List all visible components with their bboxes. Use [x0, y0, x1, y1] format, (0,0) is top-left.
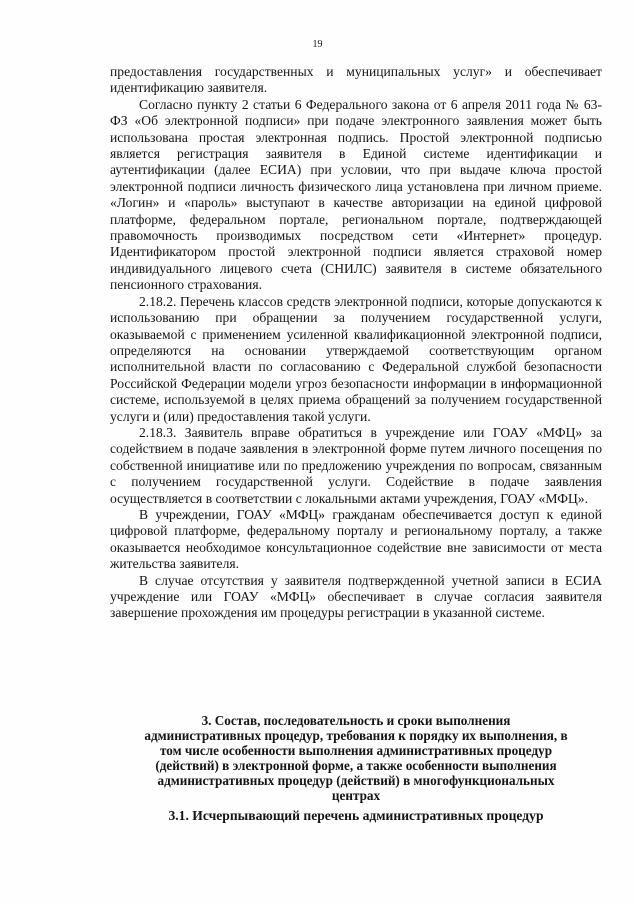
paragraph-esia-registration: В случае отсутствия у заявителя подтвержденной учетной записи в ЕСИА учреждение или ГОАУ «МФЦ» обеспечивает в случае согласия заявителя завершение прохождения им процедуры регистрации в указанной системе. [110, 572, 602, 621]
paragraph-2-18-2: 2.18.2. Перечень классов средств электронной подписи, которые допускаются к использованию при обращении за получением государственной услуги, оказываемой с применением усиленной квалификационной электронной подписи, определяются на основании утверждаемой соответствующим органом исполнительной власти по согласованию с Федеральной службой безопасности Российской Федерации модели угроз безопасности информации в информационной системе, используемой в целях приема обращений за получением государственной услуги и (или) предоставления такой услуги. [110, 293, 602, 424]
page-number: 19 [312, 39, 323, 50]
document-body [110, 64, 602, 622]
paragraph-2-18-3: 2.18.3. Заявитель вправе обратиться в учреждение или ГОАУ «МФЦ» за содействием в подаче заявления в электронной форме путем личного посещения по собственной инициативе или по предложению учреждения по вопросам, связанным с получением государственной услуги. Содействие в подаче заявления осуществляется в соответствии с локальными актами учреждения, ГОАУ «МФЦ». [110, 424, 602, 506]
paragraph-electronic-signature: Согласно пункту 2 статьи 6 Федерального закона от 6 апреля 2011 года № 63-ФЗ «Об электронной подписи» при подаче электронного заявления может быть использована простая электронная подпись. Простой электронной подписью является регистрация заявителя в Единой системе идентификации и аутентификации (далее ЕСИА) при условии, что при выдаче ключа простой электронной подписи личность физического лица установлена при личном приеме. «Логин» и «пароль» выступают в качестве авторизации на единой цифровой платформе, федеральном портале, региональном портале, подтверждающей правомочность производимых посредством сети «Интернет» процедур. Идентификатором простой электронной подписи является страховой номер индивидуального лицевого счета (СНИЛС) заявителя в системе обязательного пенсионного страхования. [110, 96, 602, 293]
paragraph-access-provision: В учреждении, ГОАУ «МФЦ» гражданам обеспечивается доступ к единой цифровой платформе, федеральному порталу и региональному порталу, а также оказывается необходимое консультационное содействие вне зависимости от места жительства заявителя. [110, 506, 602, 572]
paragraph-continuation: предоставления государственных и муниципальных услуг» и обеспечивает идентификацию заявителя. [110, 64, 602, 96]
subsection-heading: 3.1. Исчерпывающий перечень административных процедур [168, 808, 544, 823]
section-heading: 3. Состав, последовательность и сроки выполнения административных процедур, требования к порядку их выполнения, в том числе особенности выполнения административных процедур (действий) в электронной форме, а также особенности выполнения административных процедур (действий) в многофункциональных центрах [144, 713, 568, 803]
